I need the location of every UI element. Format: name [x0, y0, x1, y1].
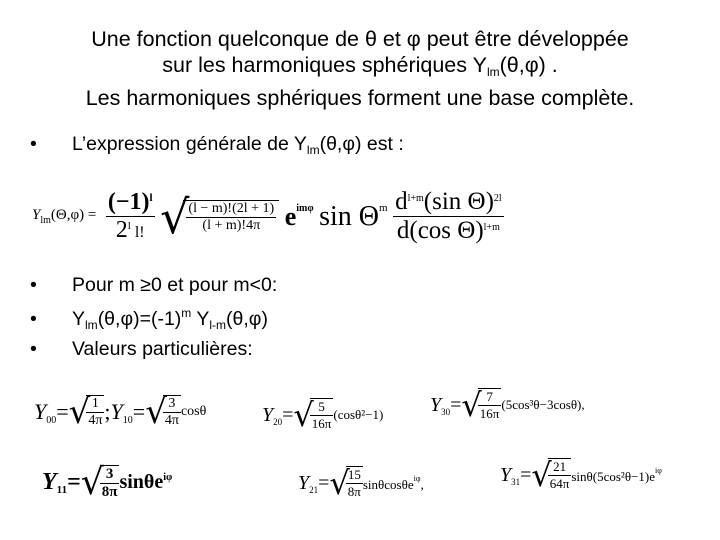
- bullet-symmetry: • $Y_{lm}(\theta,\varphi)=(-1)^m$ $Y_{l-m}(\theta,\varphi)$: [30, 306, 268, 332]
- y00-y10-formula: $Y_{00}=√$ $\frac{1}{4\pi}$ $;Y_{10}=√$ $\frac{3}{4\pi}$ cosθ: [34, 392, 207, 432]
- formula-sin: $\sin \Theta^m$: [319, 200, 388, 232]
- formula-sqrt: √ $\frac{(l - m)!(2l + 1)}{(l + m)!4\pi}$: [160, 194, 279, 240]
- bullet-text-post: (θ,φ) est :: [319, 133, 404, 155]
- formula-exp: $e^{im\varphi}$: [284, 201, 314, 231]
- y20-formula: $Y_{20}=√$ $\frac{5}{16\pi}$ (cosθ²−1): [262, 396, 384, 434]
- bullet-marker: •: [30, 338, 37, 360]
- general-formula: [32, 188, 504, 252]
- bullet-particular-values: [30, 338, 253, 361]
- bullet-general-expression: [30, 133, 404, 157]
- bullet-sub: lm: [306, 143, 320, 157]
- y11-formula: $Y_{11}=√$ $\frac{3}{8\pi}$ sinθe$^{i\varphi}$: [42, 462, 173, 503]
- bullet-text: Valeurs particulières:: [72, 338, 253, 360]
- bullet-marker: •: [30, 308, 37, 330]
- title-line-2: [0, 52, 720, 85]
- bullet-m-sign: [30, 274, 277, 297]
- bullet-text: L’expression générale de Y: [72, 133, 307, 155]
- formula-lhs: $Y_{lm}(\Theta,\varphi)$ =: [32, 207, 97, 226]
- bullet-marker: •: [30, 274, 37, 296]
- bullet-text: Pour m ≥0 et pour m<0:: [72, 274, 278, 296]
- slide-title: [0, 26, 720, 111]
- title-line-2-post: (θ,φ) .: [499, 53, 558, 77]
- y31-formula: $Y_{31}=√$ $\frac{21}{64\pi}$ $\sin\theta(5\cos^2\theta-1)e^{i\varphi}$: [500, 456, 662, 494]
- bullet-marker: •: [30, 133, 37, 155]
- title-line-2-text: sur les harmoniques sphériques Y: [162, 53, 487, 77]
- formula-frac-1: $\frac{(-1)^l}{2^l l!}$: [107, 189, 153, 243]
- sqrt-icon: √: [160, 189, 190, 244]
- y21-formula: $Y_{21}=√$ $\frac{15}{8\pi}$ sinθcosθe$^{i\varphi}$,: [298, 464, 424, 502]
- title-line-3: Les harmoniques sphériques forment une base complète.: [85, 86, 635, 110]
- formula-derivative: $\frac{d^{l+m}(\sin \Theta)^{2l}}{d(\cos \Theta)^{l+m}}$: [395, 188, 502, 244]
- title-line-1: Une fonction quelconque de θ et φ peut être développée: [91, 27, 629, 51]
- y30-formula: $Y_{30}=√$ $\frac{7}{16\pi}$ (5cos³θ−3cosθ),: [430, 386, 585, 424]
- title-line-2-sub: lm: [486, 65, 500, 79]
